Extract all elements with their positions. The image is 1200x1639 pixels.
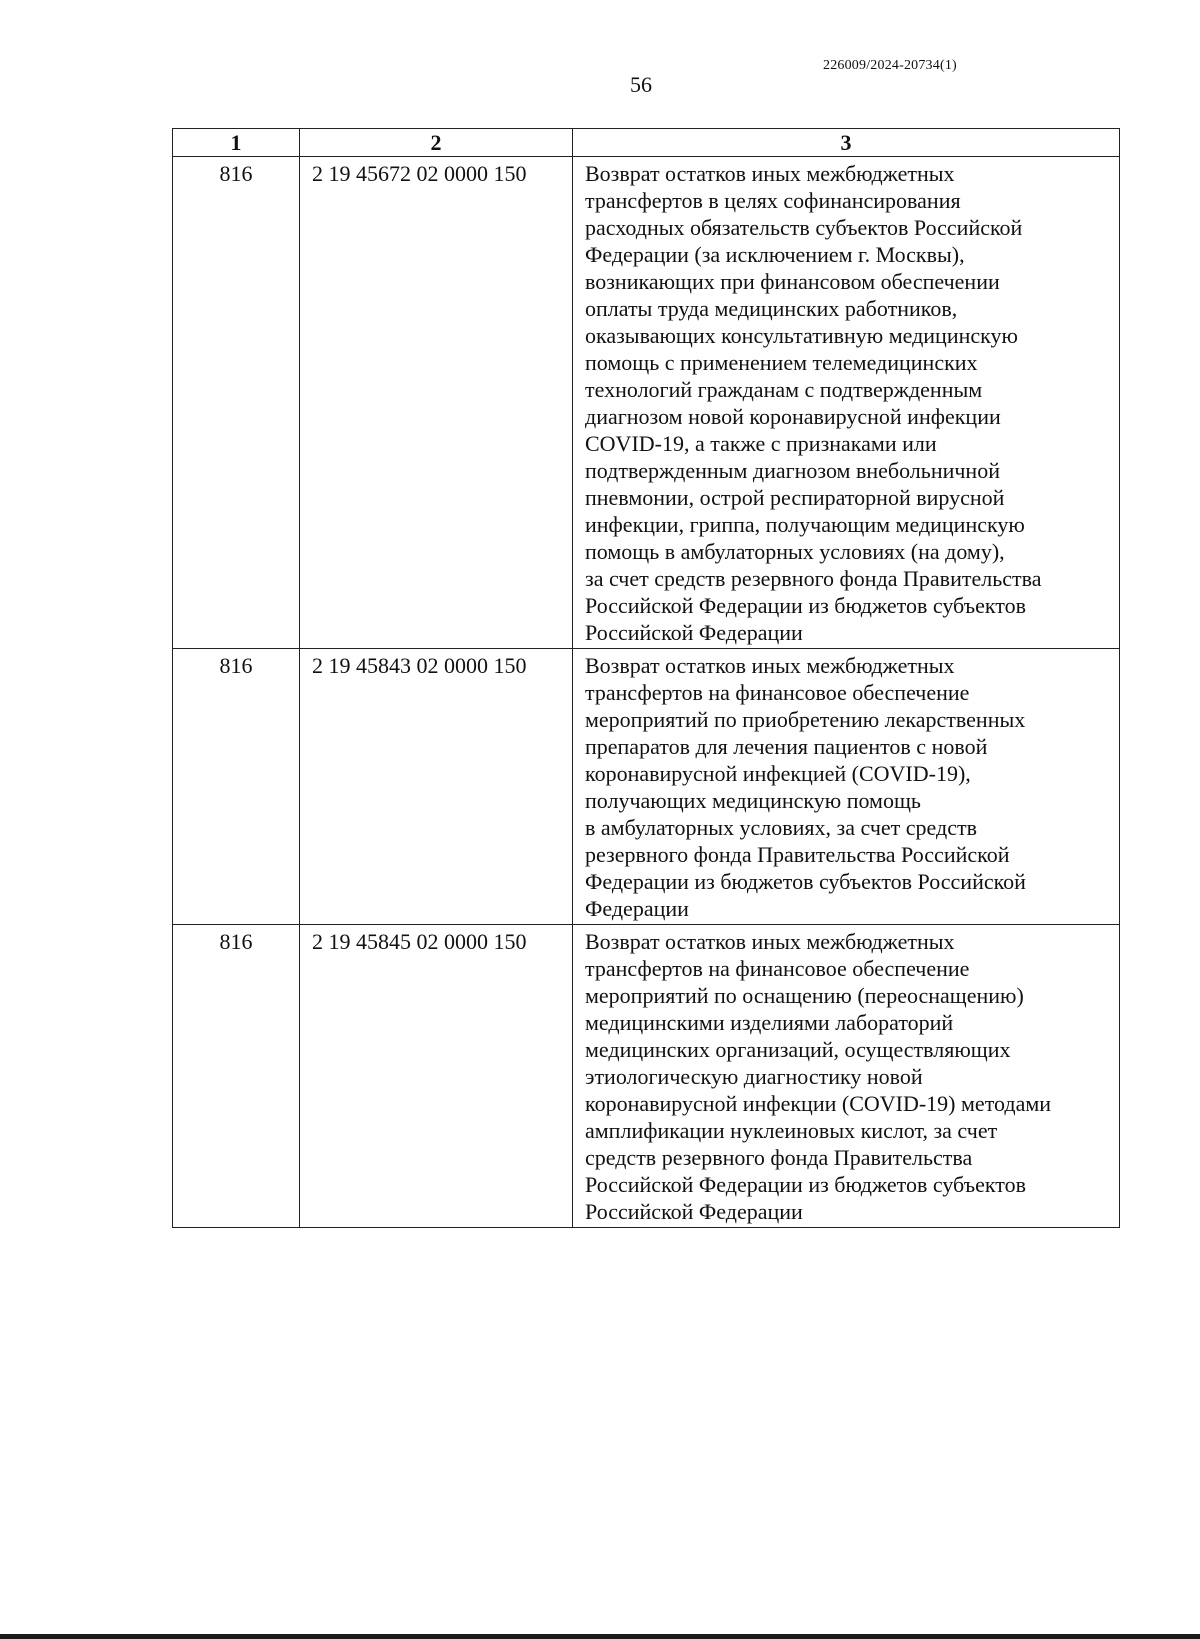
administrator-code-cell: 816 [173, 649, 300, 925]
revenue-name-line: медицинскими изделиями лабораторий [585, 1010, 954, 1035]
budget-classification-code-cell: 2 19 45672 02 0000 150 [300, 157, 573, 649]
revenue-name-line: коронавирусной инфекции (COVID-19) методами [585, 1091, 1052, 1116]
page-number: 56 [630, 72, 652, 97]
revenue-name-line: оплаты труда медицинских работников, [585, 296, 958, 321]
revenue-name-line: диагнозом новой коронавирусной инфекции [585, 404, 1001, 429]
revenue-name-line: технологий гражданам с подтвержденным [585, 377, 983, 402]
revenue-name-line: Возврат остатков иных межбюджетных [585, 929, 955, 954]
revenue-name-line: пневмонии, острой респираторной вирусной [585, 485, 1005, 510]
revenue-name-cell [573, 925, 1120, 1228]
revenue-name-line: помощь в амбулаторных условиях (на дому), [585, 539, 1005, 564]
table-body [173, 157, 1120, 1228]
revenue-name-line: помощь с применением телемедицинских [585, 350, 978, 375]
column-header-3: 3 [573, 129, 1120, 157]
revenue-name-line: Российской Федерации [585, 1199, 803, 1224]
budget-classification-code-cell: 2 19 45843 02 0000 150 [300, 649, 573, 925]
document-registration-number: 226009/2024-20734(1) [823, 58, 957, 73]
budget-classification-table [172, 128, 1120, 1228]
revenue-name-line: Возврат остатков иных межбюджетных [585, 653, 955, 678]
revenue-name-line: получающих медицинскую помощь [585, 788, 921, 813]
column-header-2: 2 [300, 129, 573, 157]
table-header [173, 129, 1120, 157]
revenue-name-line: инфекции, гриппа, получающим медицинскую [585, 512, 1025, 537]
revenue-name-cell [573, 157, 1120, 649]
revenue-name-line: препаратов для лечения пациентов с новой [585, 734, 988, 759]
revenue-name-line: медицинских организаций, осуществляющих [585, 1037, 1011, 1062]
revenue-name-line: подтвержденным диагнозом внебольничной [585, 458, 1000, 483]
scan-bottom-edge [0, 1634, 1200, 1639]
revenue-name-line: этиологическую диагностику новой [585, 1064, 923, 1089]
table-row [173, 925, 1120, 1228]
revenue-name-line: резервного фонда Правительства Российской [585, 842, 1010, 867]
revenue-name-line: в амбулаторных условиях, за счет средств [585, 815, 977, 840]
revenue-name-line: мероприятий по приобретению лекарственных [585, 707, 1026, 732]
revenue-name-line: коронавирусной инфекцией (COVID-19), [585, 761, 971, 786]
revenue-name-line: расходных обязательств субъектов Российской [585, 215, 1023, 240]
revenue-name-cell [573, 649, 1120, 925]
revenue-name-line: мероприятий по оснащению (переоснащению) [585, 983, 1024, 1008]
administrator-code-cell: 816 [173, 157, 300, 649]
revenue-name-line: Федерации из бюджетов субъектов Российской [585, 869, 1026, 894]
header-row [173, 129, 1120, 157]
revenue-name-line: Федерации [585, 896, 689, 921]
revenue-name-line: возникающих при финансовом обеспечении [585, 269, 1000, 294]
revenue-name-line: Российской Федерации из бюджетов субъектов [585, 1172, 1026, 1197]
revenue-name-line: трансфертов на финансовое обеспечение [585, 680, 970, 705]
revenue-name-line: Возврат остатков иных межбюджетных [585, 161, 955, 186]
column-header-1: 1 [173, 129, 300, 157]
revenue-name-line: трансфертов на финансовое обеспечение [585, 956, 970, 981]
revenue-name-line: за счет средств резервного фонда Правительства [585, 566, 1042, 591]
administrator-code-cell: 816 [173, 925, 300, 1228]
table-row [173, 649, 1120, 925]
budget-classification-code-cell: 2 19 45845 02 0000 150 [300, 925, 573, 1228]
revenue-name-line: COVID-19, а также с признаками или [585, 431, 937, 456]
revenue-name-line: трансфертов в целях софинансирования [585, 188, 961, 213]
revenue-name-line: средств резервного фонда Правительства [585, 1145, 973, 1170]
table-row [173, 157, 1120, 649]
revenue-name-line: амплификации нуклеиновых кислот, за счет [585, 1118, 998, 1143]
revenue-name-line: Российской Федерации [585, 620, 803, 645]
revenue-name-line: оказывающих консультативную медицинскую [585, 323, 1018, 348]
revenue-name-line: Российской Федерации из бюджетов субъектов [585, 593, 1026, 618]
revenue-name-line: Федерации (за исключением г. Москвы), [585, 242, 965, 267]
